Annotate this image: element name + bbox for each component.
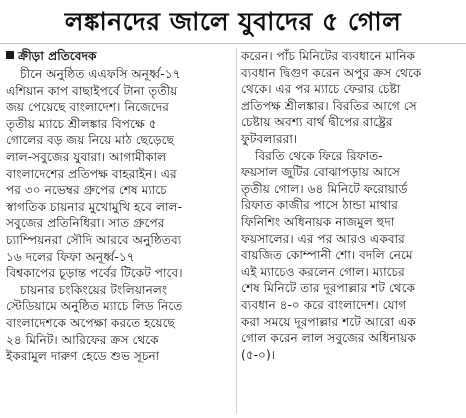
- right-column-lines: [241, 48, 459, 363]
- article-line: চেষ্টায় অবশ্য বার্থ দ্বীপের রাষ্ট্রের: [241, 115, 393, 130]
- article-line: ব্যবধান দ্বিগুণ করেন অপুর ক্রস থেকে: [241, 65, 422, 80]
- article-line: বাংলাদেশের প্রতিপক্ষ বাহরাইন। এর: [6, 166, 177, 181]
- article-line: চায়নার চংকিংয়ের টংলিয়ানলং: [20, 282, 168, 297]
- article-line: ফিনিশিং অধিনায়ক নাজমুল হুদা: [241, 214, 395, 229]
- article-line: করা সময়ে দূরপাল্লার শটে আরো এক: [241, 314, 416, 329]
- article-line: করেন। পাঁচ মিনিটের ব্যবধানে মানিক: [241, 49, 416, 63]
- article-line: গোল করেন লাল সবুজের অধিনায়ক: [241, 331, 416, 346]
- article-line: থেকে। এর পর ম্যাচে ফেরার চেষ্টা: [241, 82, 401, 97]
- article-line: (৫-০)।: [241, 347, 276, 362]
- article-line: সবুজের প্রতিনিধিরা। সাত গ্রুপের: [6, 216, 165, 231]
- article-line: এই ম্যাচেও করলেন গোল। ম্যাচের: [241, 264, 405, 279]
- article-line: ফুটবলাররা।: [241, 131, 298, 146]
- article-line: স্টেডিয়ামে অনুষ্ঠিত ম্যাচে লিড নিতে: [6, 299, 183, 314]
- article-line: বিরতি থেকে ফিরে রিফাত-: [255, 148, 383, 163]
- article-line: ১৬ দলের ফিফা অনূর্ধ্ব-১৭: [6, 249, 135, 264]
- article-line: ফয়সাল জুটির বোঝাপড়ায় আসে: [241, 165, 400, 180]
- article-line: চীনে অনুষ্ঠিত এএফসি অনূর্ধ্ব-১৭: [20, 67, 181, 81]
- article-line: রিফাত কাজীর পাসে ঠান্ডা মাথার: [241, 198, 398, 213]
- article-line: গোলের বড় জয় নিয়ে মাঠ ছেড়েছে: [6, 133, 174, 148]
- article-line: তৃতীয় ম্যাচে শ্রীলঙ্কার বিপক্ষে ৫: [6, 116, 157, 131]
- article-line: তৃতীয় গোল। ৬৪ মিনিটে ফরোয়ার্ড: [241, 181, 408, 196]
- column-divider: [236, 48, 237, 414]
- article-line: এশিয়ান কাপ বাছাইপর্বে টানা তৃতীয়: [6, 83, 178, 98]
- article-column-right: [241, 48, 459, 363]
- article-line: বিশ্বকাপের চূড়ান্ত পর্বের টিকেট পাবে।: [6, 266, 183, 281]
- article-line: ব্যবধান ৪-০ করে বাংলাদেশ। যোগ: [241, 297, 407, 312]
- article-line: ২৪ মিনিট। আরিফের ক্রস থেকে: [6, 332, 159, 347]
- article-line: জয় পেয়েছে বাংলাদেশ। নিজেদের: [6, 100, 169, 115]
- article-line: শেষ মিনিটে তার দূরপাল্লার শট থেকে: [241, 281, 416, 296]
- article-line: লাল-সবুজের যুবারা। আগামীকাল: [6, 149, 167, 164]
- article-line: স্বাগতিক চায়নার মুখোমুখি হবে লাল-: [6, 199, 183, 214]
- article-line: বাংলাদেশকে অপেক্ষা করতে হয়েছে: [6, 315, 175, 330]
- article-line: বায়জিত কোম্পানী শো। বদলি নেমে: [241, 248, 413, 263]
- article-line: পর ৩০ নভেম্বর গ্রুপের শেষ ম্যাচে: [6, 183, 167, 198]
- article-line: ইকরামুল দারুণ হেডে শুভ সূচনা: [6, 349, 160, 364]
- article-column-left: [6, 48, 231, 365]
- article-line: চ্যাম্পিয়নরা সৌদি আরবে অনুষ্ঠিতব্য: [6, 232, 182, 247]
- bullet-icon: [6, 51, 14, 59]
- article-line: প্রতিপক্ষ শ্রীলঙ্কার। বিরতির আগে সে: [241, 98, 417, 113]
- left-column-lines: [6, 66, 231, 365]
- byline: [6, 48, 231, 66]
- byline-text: ক্রীড়া প্রতিবেদক: [18, 49, 97, 63]
- article-line: ফয়সালের। এর পর আরও একবার: [241, 231, 405, 246]
- headline: লঙ্কানদের জালে যুবাদের ৫ গোল: [64, 7, 402, 36]
- headline-rule: [0, 43, 466, 44]
